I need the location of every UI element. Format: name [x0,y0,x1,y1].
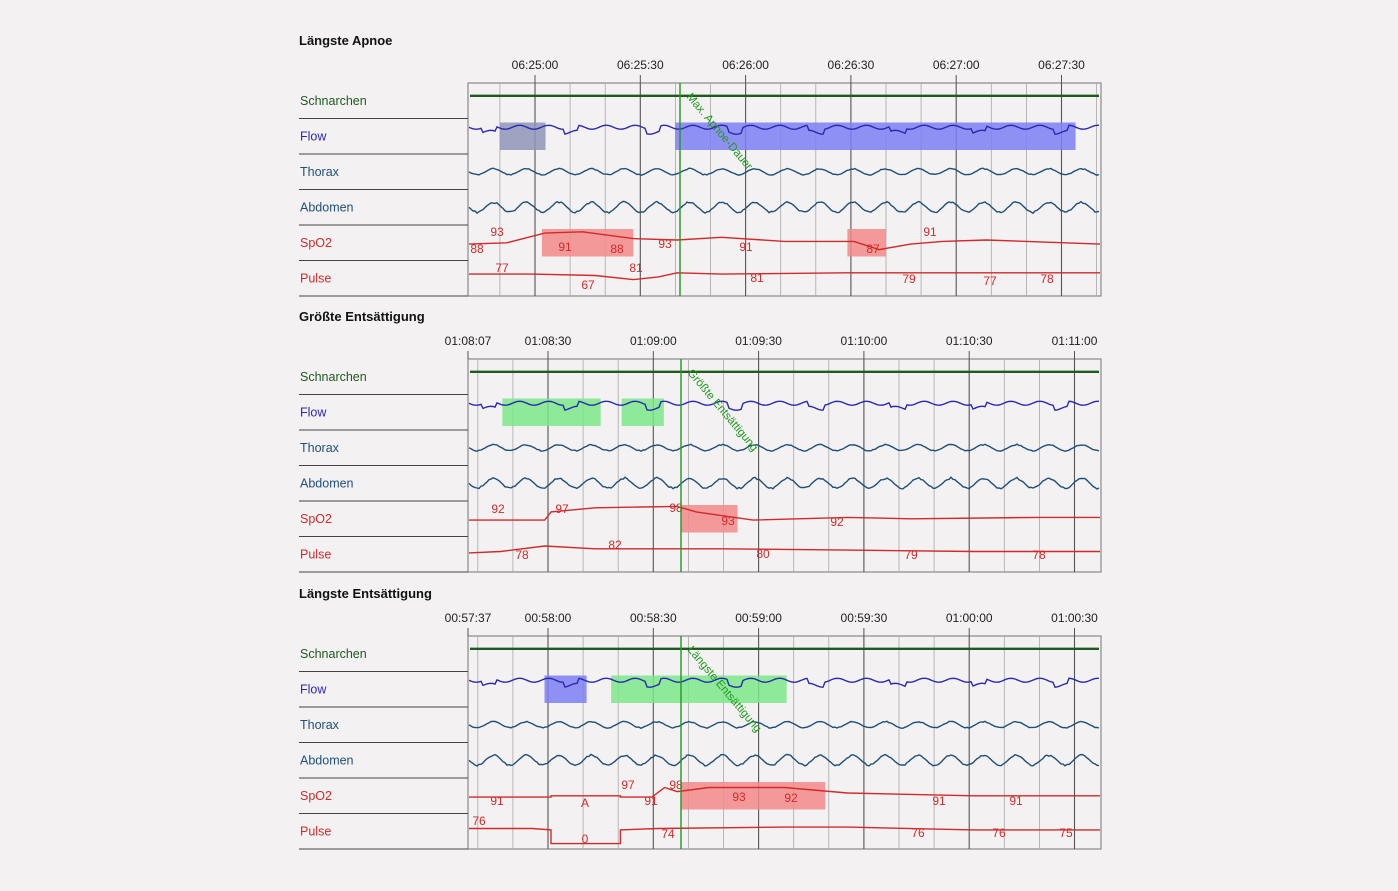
tick-label: 01:10:00 [840,334,888,348]
tick-label: 06:26:00 [722,58,769,72]
spo2-value-label: 93 [732,790,746,804]
tick-label: 00:58:30 [629,611,677,625]
pulse-value-label: 80 [756,547,770,561]
tick-label: 01:10:30 [945,334,993,348]
event-apnea-obstructive [500,123,546,151]
spo2-value-label: 97 [621,778,635,792]
event-desaturation [681,782,825,810]
spo2-value-label: 91 [490,794,504,808]
channel-label-flow: Flow [300,682,327,697]
channel-label-abdomen: Abdomen [300,753,354,768]
spo2-value-label: 88 [610,242,624,256]
pulse-value-label: 81 [750,271,764,285]
tick-label: 00:58:00 [524,611,572,625]
pulse-value-label: 75 [1059,826,1073,840]
spo2-value-label: 93 [721,514,735,528]
spo2-value-label: 91 [644,794,658,808]
pulse-value-label: 78 [1032,548,1046,562]
tick-label: 01:08:30 [524,334,572,348]
plot-area [468,83,1101,296]
channel-label-spo2: SpO2 [300,789,332,803]
spo2-value-label: 91 [932,794,946,808]
channel-label-schnarchen: Schnarchen [300,370,367,384]
channel-label-schnarchen: Schnarchen [300,94,367,108]
channel-label-thorax: Thorax [300,165,339,179]
channel-label-schnarchen: Schnarchen [300,647,367,661]
channel-label-pulse: Pulse [300,271,332,286]
event-marker-label: Größte Entsättigung [684,367,761,454]
spo2-value-label: 87 [866,242,880,256]
panel-3 [299,586,1101,849]
channel-label-flow: Flow [300,405,327,420]
pulse-value-label: 78 [1040,272,1054,286]
tick-label: 01:00:00 [945,611,993,625]
channel-label-abdomen: Abdomen [300,200,354,215]
tick-label: 00:59:00 [735,611,782,625]
pulse-value-label: 78 [515,548,529,562]
spo2-value-label: 88 [470,242,484,256]
spo2-value-label: 91 [739,240,753,254]
event-hypopnea [502,399,600,427]
pulse-value-label: 76 [472,814,486,828]
spo2-value-label: 98 [669,778,683,792]
spo2-value-label: A [580,796,590,810]
plot-area [468,636,1101,849]
pulse-value-label: 76 [992,826,1006,840]
channel-label-thorax: Thorax [300,718,339,732]
tick-label: 01:09:00 [629,334,677,348]
channel-label-abdomen: Abdomen [300,476,354,491]
channel-label-pulse: Pulse [300,547,332,562]
plot-area [468,359,1101,572]
start-tick-label: 00:57:37 [444,611,492,625]
channel-label-spo2: SpO2 [300,512,332,526]
pulse-value-label: 81 [629,261,643,275]
pulse-value-label: 0 [581,832,589,846]
tick-label: 06:25:00 [511,58,559,72]
spo2-value-label: 92 [830,515,844,529]
tick-label: 06:26:30 [827,58,875,72]
event-apnea [544,676,586,704]
spo2-value-label: 92 [784,791,798,805]
channel-label-flow: Flow [300,129,327,144]
channel-label-pulse: Pulse [300,824,332,839]
tick-label: 00:59:30 [840,611,888,625]
spo2-value-label: 91 [558,240,572,254]
spo2-value-label: 98 [669,501,683,515]
spo2-value-label: 93 [490,225,504,239]
tick-label: 01:00:30 [1051,611,1098,625]
pulse-value-label: 74 [661,827,675,841]
pulse-value-label: 67 [581,278,595,292]
channel-label-thorax: Thorax [300,441,339,455]
pulse-value-label: 76 [911,826,925,840]
event-marker-label: Max. Apnoe-Dauer [683,91,755,173]
pulse-value-label: 79 [902,272,916,286]
channel-label-spo2: SpO2 [300,236,332,250]
start-tick-label: 01:08:07 [444,334,492,348]
spo2-value-label: 91 [1009,794,1023,808]
tick-label: 01:09:30 [735,334,782,348]
event-marker-label: Längste Entsättigung [684,644,764,735]
panel-title: Größte Entsättigung [299,309,425,324]
pulse-value-label: 77 [983,274,997,288]
pulse-value-label: 79 [904,548,918,562]
panel-1 [299,33,1101,296]
spo2-value-label: 93 [658,237,672,251]
pulse-value-label: 82 [608,538,622,552]
tick-label: 06:25:30 [616,58,664,72]
tick-label: 06:27:30 [1038,58,1085,72]
pulse-value-label: 77 [495,261,509,275]
panel-2 [299,309,1101,572]
tick-label: 06:27:00 [932,58,980,72]
spo2-value-label: 97 [555,502,569,516]
panel-title: Längste Entsättigung [299,586,432,601]
spo2-value-label: 91 [923,225,937,239]
spo2-value-label: 92 [491,502,505,516]
tick-label: 01:11:00 [1051,334,1098,348]
panel-title: Längste Apnoe [299,33,393,48]
